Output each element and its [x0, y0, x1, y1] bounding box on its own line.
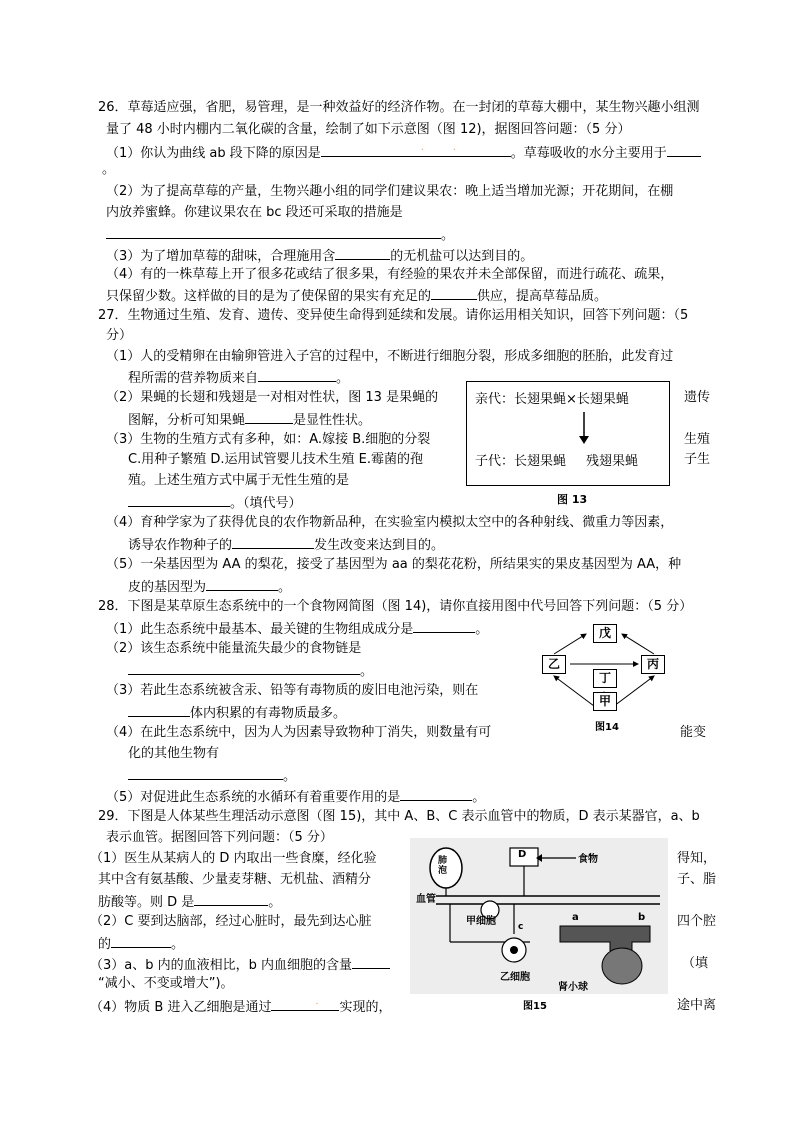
- q28-sub2-line2: [128, 661, 373, 681]
- fig15-label-d: D: [518, 849, 527, 860]
- answer-blank[interactable]: [232, 535, 314, 549]
- q29-sub3-right: （填: [682, 956, 709, 971]
- answer-blank[interactable]: [106, 225, 441, 239]
- answer-blank[interactable]: [245, 410, 293, 424]
- q27-sub3-line3: 殖。上述生殖方式中属于无性生殖的是: [128, 473, 350, 488]
- q27-sub2-line2: [128, 410, 371, 430]
- fig14-node-wu: 戊: [593, 624, 617, 643]
- q28-sub4-end: 。: [283, 769, 297, 784]
- q28-sub2-end: 。: [360, 664, 374, 679]
- fig14-node-bing: 丙: [641, 655, 665, 674]
- fig14-node-ding: 丁: [593, 669, 617, 688]
- q29-sub1-text: 肪酸等。则 D 是: [98, 895, 195, 910]
- answer-blank[interactable]: [206, 577, 278, 591]
- fig15-label-b: b: [638, 912, 646, 923]
- answer-blank[interactable]: [128, 493, 230, 507]
- q29-sub4-line1: [90, 997, 391, 1017]
- q26-sub3: [106, 246, 533, 266]
- q29-stem-line2: 表示血管。据图回答下列问题：（5 分）: [106, 830, 333, 845]
- answer-blank[interactable]: [194, 892, 268, 906]
- fig15-label-vessel: 血管: [416, 890, 436, 905]
- q27-sub2-text-b: 是显性性状。: [293, 413, 372, 428]
- fig15-label-a: a: [572, 912, 579, 923]
- q28-sub3-line1: （3）若此生态系统被含汞、铅等有毒物质的废旧电池污染，则在: [106, 683, 479, 698]
- answer-blank[interactable]: [335, 246, 390, 260]
- q26-sub1-text-a: （1）你认为曲线 ab 段下降的原因是: [106, 146, 321, 161]
- q27-sub3-line2: C.用种子繁殖 D.运用试管婴儿技术生殖 E.霉菌的孢: [128, 452, 423, 467]
- q28-sub1-end: 。: [475, 622, 489, 637]
- q27-sub3-line4: [128, 493, 302, 513]
- q27-sub1-line1: （1）人的受精卵在由输卵管进入子宫的过程中，不断进行细胞分裂，形成多细胞的胚胎，此发育过: [106, 349, 674, 364]
- q29-sub3-line1: [90, 955, 390, 975]
- answer-blank[interactable]: [128, 766, 283, 780]
- q26-sub1-end: 。: [102, 162, 116, 177]
- q26-sub2-line3: [106, 225, 454, 245]
- q26-stem-line2: 量了 48 小时内棚内二氧化碳的含量，绘制了如下示意图（图 12)，据图回答问题：（5 分）: [106, 122, 631, 137]
- q26-sub4-line1: （4）有的一株草莓上开了很多花或结了很多果，有经验的果农并未全部保留，而进行疏花、疏果，: [106, 267, 674, 282]
- q27-sub5-line2: [128, 577, 291, 597]
- q29-sub2-right: 四个腔: [677, 914, 717, 929]
- q28-sub4-line3: [128, 766, 296, 786]
- q29-sub2-end: 。: [171, 937, 185, 952]
- q26-sub3-text-b: 的无机盐可以达到目的。: [390, 249, 534, 264]
- q26-sub3-text-a: （3）为了增加草莓的甜味，合理施用含: [106, 249, 336, 264]
- fig15-caption: 图15: [523, 1001, 547, 1012]
- q27-sub2-text-a: 图解，分析可知果蝇: [128, 413, 246, 428]
- fig15-label-glomerulus: 肾小球: [558, 982, 588, 993]
- answer-blank[interactable]: [431, 286, 477, 300]
- q29-sub2-line1: （2）C 要到达脑部，经过心脏时，最先到达心脏: [90, 914, 372, 929]
- q28-sub2-line1: （2）该生态系统中能量流失最少的食物链是: [106, 641, 362, 656]
- q27-sub1-line2: [128, 368, 349, 388]
- q29-stem-line1: 29．下图是人体某些生理活动示意图（图 15)，其中 A、B、C 表示血管中的物质，D 表示某器官，a、b: [98, 809, 700, 824]
- q29-sub1-line3: [98, 892, 281, 912]
- q29-sub2-text: 的: [98, 937, 112, 952]
- q29-sub4-right: 途中离: [677, 998, 717, 1013]
- fig14-node-jia: 甲: [593, 692, 617, 711]
- fig13-down-arrow-icon: [577, 412, 591, 444]
- q28-sub1-text: （1）此生态系统中最基本、最关键的生物组成成分是: [106, 622, 414, 637]
- answer-blank[interactable]: [111, 934, 171, 948]
- q27-stem-line2: 分）: [106, 328, 133, 343]
- q29-sub1-line1: （1）医生从某病人的 D 内取出一些食糜，经化验: [90, 851, 377, 866]
- q27-sub1-text-a: 程所需的营养物质来自: [128, 371, 259, 386]
- q26-sub4-text-b: 供应，提高草莓品质。: [477, 289, 608, 304]
- fig15-label-lung: 肺泡: [438, 856, 448, 876]
- q28-sub4-line1: （4）在此生态系统中，因为人为因素导致物种丁消失，则数量有可: [106, 725, 492, 740]
- answer-blank[interactable]: [128, 661, 360, 675]
- q27-sub4-line2: [128, 535, 444, 555]
- q27-sub3-right2: 子生: [684, 452, 711, 467]
- fig15-label-cell-jia: 甲细胞: [466, 916, 496, 927]
- fig13-child-label: 子代：: [475, 454, 515, 469]
- q26-sub4-line2: [106, 286, 607, 306]
- answer-blank[interactable]: [352, 955, 390, 969]
- fig13-child2: 残翅果蝇: [586, 454, 639, 469]
- q29-sub3-line2: “减小、不变或增大”)。: [98, 976, 234, 991]
- q28-sub5: [106, 787, 485, 807]
- figure-15-diagram: [410, 838, 668, 994]
- fig13-child1: 长翅果蝇: [514, 454, 567, 469]
- q27-sub5-text-a: 皮的基因型为: [128, 580, 207, 595]
- q28-sub5-text: （5）对促进此生态系统的水循环有着重要作用的是: [106, 790, 401, 805]
- q29-sub2-line2: [98, 934, 184, 954]
- q28-stem: 28．下图是某草原生态系统中的一个食物网简图（图 14)，请你直接用图中代号回答下列问题：（5 分）: [98, 599, 693, 614]
- answer-blank[interactable]: [400, 787, 472, 801]
- q27-sub3-end: 。（填代号）: [230, 496, 302, 511]
- fig15-label-food: 食物: [578, 854, 598, 865]
- fig14-node-yi: 乙: [542, 655, 566, 674]
- figure-13-box: [466, 381, 670, 486]
- q27-sub1-end: 。: [336, 371, 350, 386]
- q29-sub1-right1: 得知，: [677, 851, 717, 866]
- fig15-label-c: c: [518, 922, 524, 932]
- q26-sub1: [106, 143, 701, 163]
- q29-sub1-line2: 其中含有氨基酸、少量麦芽糖、无机盐、酒精分: [98, 872, 372, 887]
- q27-sub4-text-a: 诱导农作物种子的: [128, 538, 233, 553]
- q26-sub4-text-a: 只保留少数。这样做的目的是为了使保留的果实有充足的: [106, 289, 432, 304]
- q27-sub4-line1: （4）育种学家为了获得优良的农作物新品种，在实验室内模拟太空中的各种射线、微重力等因素，: [106, 515, 674, 530]
- q28-sub4-right: 能变: [680, 725, 707, 740]
- q29-sub1-end: 。: [268, 895, 282, 910]
- q28-sub5-end: 。: [472, 790, 486, 805]
- answer-blank[interactable]: . .: [321, 143, 511, 157]
- fig13-offspring-row: [475, 454, 638, 470]
- q27-sub2-right: 遗传: [684, 390, 711, 405]
- q26-sub2-line2: 内放养蜜蜂。你建议果农在 bc 段还可采取的措施是: [106, 205, 403, 220]
- q27-sub5-end: 。: [278, 580, 292, 595]
- q29-sub4-text-a: （4）物质 B 进入乙细胞是通过: [90, 1000, 272, 1015]
- q26-stem-line1: 26．草莓适应强，省肥，易管理，是一种效益好的经济作物。在一封闭的草莓大棚中，某生物兴趣小组测: [98, 100, 700, 115]
- q28-sub3-line2: [128, 703, 346, 723]
- answer-blank[interactable]: [667, 143, 701, 157]
- q29-sub1-right2: 子、脂: [677, 872, 717, 887]
- answer-blank[interactable]: [128, 703, 190, 717]
- fig14-caption: 图14: [595, 722, 619, 733]
- answer-blank[interactable]: [258, 368, 336, 382]
- q26-sub2-end: 。: [441, 228, 455, 243]
- fig13-parent-text: 亲代：长翅果蝇×长翅果蝇: [475, 392, 629, 407]
- q28-sub3-text: 体内积累的有毒物质最多。: [190, 706, 347, 721]
- q27-sub5-line1: （5）一朵基因型为 AA 的梨花，接受了基因型为 aa 的梨花花粉，所结果实的果皮基因型为 AA，种: [106, 557, 682, 572]
- q27-sub3-line1: （3）生物的生殖方式有多种，如：A.嫁接 B.细胞的分裂: [106, 432, 431, 447]
- q27-stem-line1: 27．生物通过生殖、发育、遗传、变异使生命得到延续和发展。请你运用相关知识，回答下列问题：（5: [98, 308, 689, 323]
- q29-sub4-text-b: 实现的，: [339, 1000, 392, 1015]
- q26-sub1-text-b: 。草莓吸收的水分主要用于: [510, 146, 667, 161]
- q28-sub1: [106, 619, 488, 639]
- q26-sub2-line1: （2）为了提高草莓的产量，生物兴趣小组的同学们建议果农：晚上适当增加光源；开花期间，在棚: [106, 184, 674, 199]
- q27-sub3-right1: 生殖: [684, 432, 711, 447]
- q27-sub4-text-b: 发生改变来达到目的。: [314, 538, 445, 553]
- fig13-caption: 图 13: [557, 493, 588, 506]
- answer-blank[interactable]: [413, 619, 475, 633]
- q27-sub2-line1: （2）果蝇的长翅和残翅是一对相对性状，图 13 是果蝇的: [106, 390, 439, 405]
- fig15-label-cell-yi: 乙细胞: [500, 972, 530, 983]
- answer-blank[interactable]: .: [271, 997, 339, 1011]
- q28-sub4-line2: 化的其他生物有: [128, 746, 220, 761]
- q29-sub3-text: （3）a、b 内的血液相比，b 内血细胞的含量: [90, 958, 353, 973]
